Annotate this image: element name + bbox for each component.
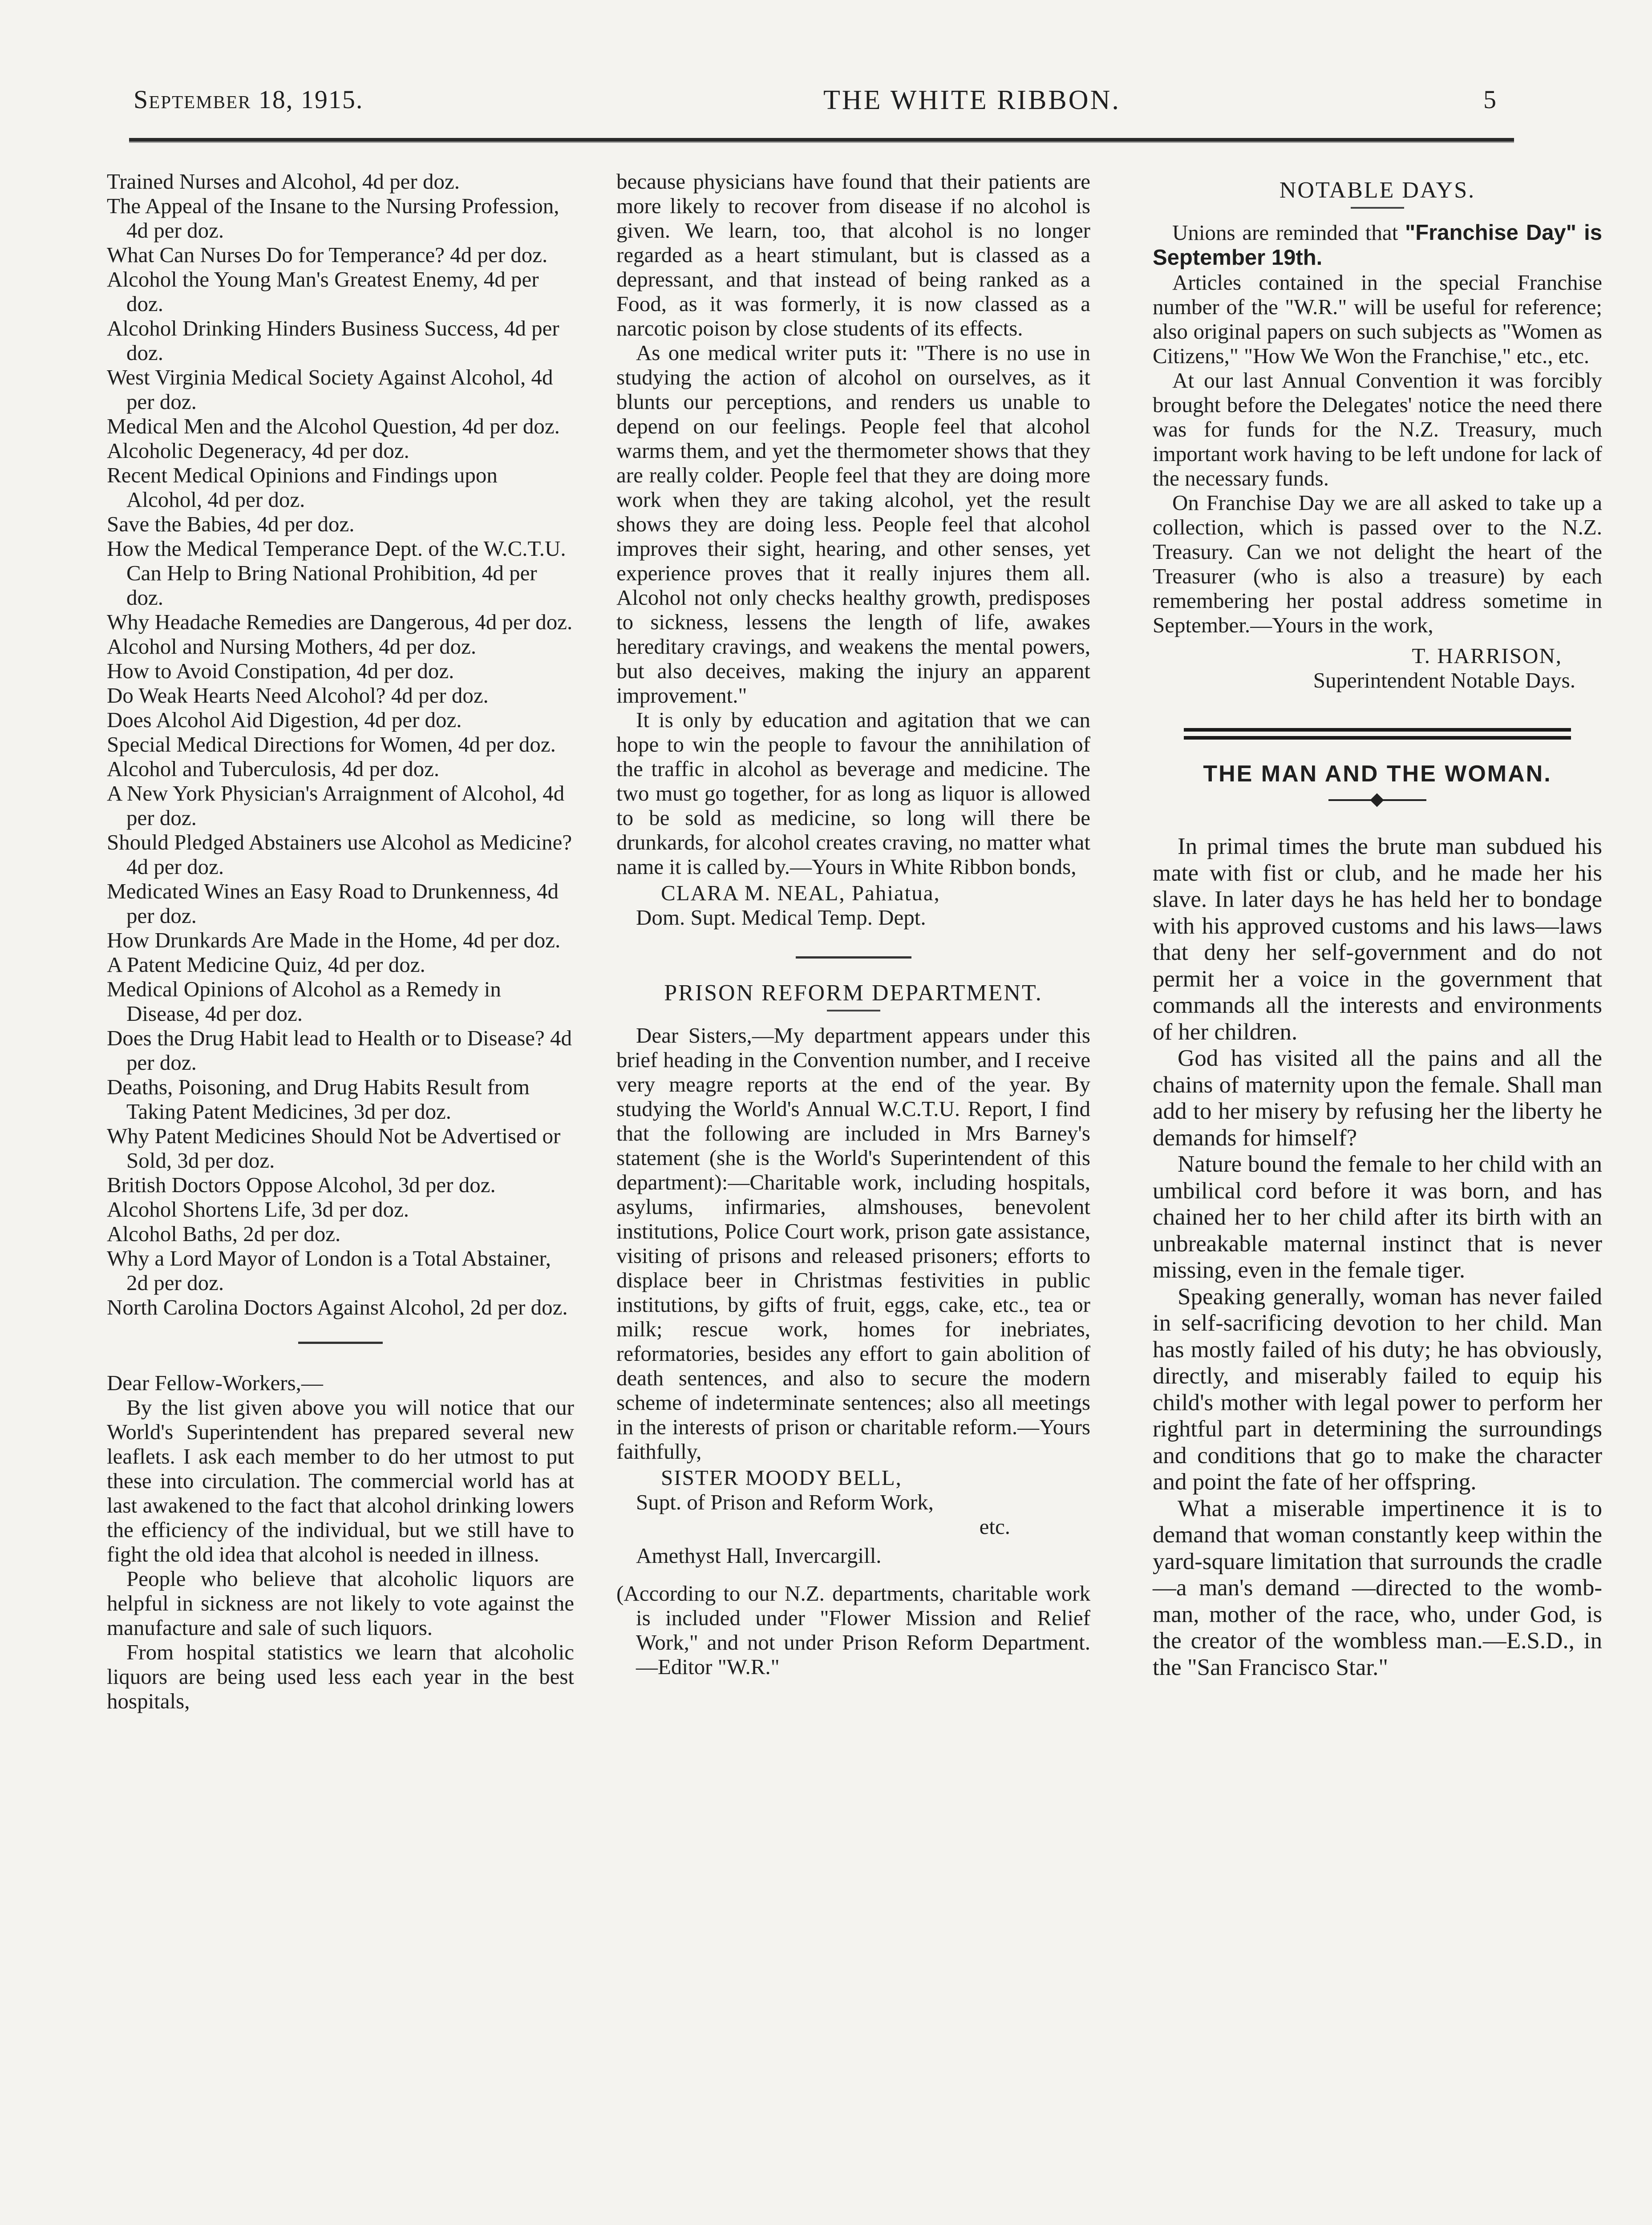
leaflet-item: How to Avoid Constipation, 4d per doz. xyxy=(107,659,454,683)
leaflet-item: The Appeal of the Insane to the Nursing Profession, 4d per doz. xyxy=(107,194,559,243)
prison-reform-heading: PRISON REFORM DEPARTMENT. xyxy=(664,980,1043,1006)
prison-reform-paragraph: Dear Sisters,—My department appears under this brief heading in the Convention number, and I receive very meagre reports at the end of the year. By studying the World's Annual W.C.T.U. Report, I find that the following are included in Mrs Barney's statement (she is the World's Superintendent of this department):—Charitable work, including hospitals, asylums, infirmaries, almshouses, benevolent institutions, Police Court work, prison gate assistance, visiting of prisons and released prisoners; efforts to displace beer in Christmas festivities in public institutions, by gifts of fruit, eggs, cake, etc., tea or milk; rescue work, homes for inebriates, reformatories, besides any effort to gain abolition of death sentences, and also to secure the modern scheme of indeterminate sentences; also all meetings in the interests of prison or charitable reform.—Yours faithfully, xyxy=(616,1023,1090,1464)
article-paragraph: In primal times the brute man subdued his mate with fist or club, and he made her his slave. In later days he has held her to bondage with his approved customs and his laws—laws that deny her self-government and do not permit her a voice in the government that commands all the interests and environments of her children. xyxy=(1153,833,1602,1045)
notable-days-paragraph: At our last Annual Convention it was forcibly brought before the Delegates' notice the need there was for funds for the N.Z. Treasury, much important work having to be left undone for lack of the necessary funds. xyxy=(1153,368,1602,490)
leaflet-item: Alcohol and Tuberculosis, 4d per doz. xyxy=(107,756,440,781)
diamond-icon xyxy=(1370,793,1384,807)
leaflet-item: Medical Opinions of Alcohol as a Remedy in Disease, 4d per doz. xyxy=(107,977,501,1026)
column-2 xyxy=(616,169,1090,1679)
signature-role: Supt. of Prison and Reform Work, xyxy=(636,1490,934,1514)
leaflet-item: Trained Nurses and Alcohol, 4d per doz. xyxy=(107,169,460,194)
notable-days-heading: NOTABLE DAYS. xyxy=(1279,178,1476,203)
leaflet-item: Alcohol the Young Man's Greatest Enemy, 4d per doz. xyxy=(107,267,539,316)
page-header xyxy=(129,85,1518,125)
notable-days-text: Unions are reminded that xyxy=(1172,220,1405,245)
signature-block xyxy=(616,1465,1090,1568)
leaflet-item: Alcoholic Degeneracy, 4d per doz. xyxy=(107,438,409,463)
leaflet-item: Deaths, Poisoning, and Drug Habits Result from Taking Patent Medicines, 3d per doz. xyxy=(107,1075,530,1124)
heading-dash xyxy=(1351,207,1404,209)
leaflet-item: Alcohol and Nursing Mothers, 4d per doz. xyxy=(107,634,477,659)
letter-paragraph: because physicians have found that their patients are more likely to recover from disease if no alcohol is given. We learn, too, that alcohol is no longer regarded as a heart stimulant, but is classed as a depressant, and that instead of being ranked as a Food, as it was formerly, it is now classed as a narcotic poison by close students of its effects. xyxy=(616,169,1090,340)
signature-block xyxy=(616,881,1090,930)
rule-line xyxy=(1184,736,1571,740)
leaflet-item: Does the Drug Habit lead to Health or to Disease? 4d per doz. xyxy=(107,1026,572,1075)
franchise-day-notice: "Franchise Day" is September 19th. xyxy=(1153,221,1602,270)
leaflet-item: A Patent Medicine Quiz, 4d per doz. xyxy=(107,952,425,977)
leaflet-item: Does Alcohol Aid Digestion, 4d per doz. xyxy=(107,708,462,732)
leaflet-item: How the Medical Temperance Dept. of the W.C.T.U. Can Help to Bring National Prohibition, 4d per doz. xyxy=(107,536,566,610)
leaflet-item: Medical Men and the Alcohol Question, 4d per doz. xyxy=(107,414,560,438)
letter-paragraph: By the list given above you will notice that our World's Superintendent has prepared several new leaflets. I ask each member to do her utmost to put these into circulation. The commercial world has at last awakened to the fact that alcohol drinking lowers the efficiency of the individual, but we still have to fight the old idea that alcohol is needed in illness. xyxy=(107,1395,574,1566)
letter-paragraph: From hospital statistics we learn that alcoholic liquors are being used less each year in the best hospitals, xyxy=(107,1640,574,1713)
article-paragraph: Speaking generally, woman has never failed in self-sacrificing devotion to her child. Man has mostly failed of his duty; he has obviously, directly, and miserably failed to equip his child's mother with legal power to perform her rightful part in determining the surroundings and conditions that go to make the character and point the fate of her offspring. xyxy=(1153,1283,1602,1495)
man-and-woman-heading: THE MAN AND THE WOMAN. xyxy=(1203,761,1552,787)
signature-name: SISTER MOODY BELL, xyxy=(661,1465,902,1490)
ornament-divider xyxy=(1328,793,1426,807)
article-paragraph: What a miserable impertinence it is to demand that woman constantly keep within the yard-square limitation that surrounds the cradle—a man's demand —directed to the womb-man, mother of the race, who, under God, is the creator of the wombless man.—E.S.D., in the "San Francisco Star." xyxy=(1153,1495,1602,1680)
leaflet-item: Should Pledged Abstainers use Alcohol as Medicine? 4d per doz. xyxy=(107,830,572,879)
leaflet-item: Alcohol Drinking Hinders Business Success, 4d per doz. xyxy=(107,316,559,365)
leaflet-item: North Carolina Doctors Against Alcohol, 2d per doz. xyxy=(107,1295,568,1319)
leaflet-item: Why Headache Remedies are Dangerous, 4d per doz. xyxy=(107,610,573,634)
leaflet-item: How Drunkards Are Made in the Home, 4d per doz. xyxy=(107,928,561,952)
leaflet-item: Special Medical Directions for Women, 4d per doz. xyxy=(107,732,556,756)
signature-etc: etc. xyxy=(979,1514,1010,1539)
article-paragraph: God has visited all the pains and all the chains of maternity upon the female. Shall man add to her misery by refusing her the liberty he demands for himself? xyxy=(1153,1045,1602,1151)
leaflet-item: A New York Physician's Arraignment of Alcohol, 4d per doz. xyxy=(107,781,565,830)
leaflet-item: Why Patent Medicines Should Not be Advertised or Sold, 3d per doz. xyxy=(107,1124,561,1173)
section-divider xyxy=(796,956,911,959)
letter-paragraph: It is only by education and agitation that we can hope to win the people to favour the annihilation of the traffic in alcohol as beverage and medicine. The two must go together, for as long as liquor is allowed to be sold as medicine, so long will there be drunkards, for alcohol creates craving, no matter what name it is called by.—Yours in White Ribbon bonds, xyxy=(616,708,1090,879)
leaflet-item: Recent Medical Opinions and Findings upon Alcohol, 4d per doz. xyxy=(107,463,498,512)
leaflet-item: Alcohol Shortens Life, 3d per doz. xyxy=(107,1197,409,1222)
heading-dash xyxy=(827,1010,880,1011)
signature-role: Dom. Supt. Medical Temp. Dept. xyxy=(636,905,926,930)
article-paragraph: Nature bound the female to her child with an umbilical cord before it was born, and has chained her to her child after its birth with an unbreakable maternal instinct that is never missing, even in the female tiger. xyxy=(1153,1151,1602,1283)
notable-days-paragraph: On Franchise Day we are all asked to take up a collection, which is passed over to the N.Z. Treasury. Can we not delight the heart of the Treasurer (who is also a treasure) by each remembering her postal address sometime in September.—Yours in the work, xyxy=(1153,490,1602,637)
leaflet-item: Alcohol Baths, 2d per doz. xyxy=(107,1222,341,1246)
leaflet-list xyxy=(107,169,574,1319)
signature-name: T. HARRISON, xyxy=(1412,643,1562,668)
page-number: 5 xyxy=(1483,85,1496,114)
leaflet-item: Why a Lord Mayor of London is a Total Abstainer, 2d per doz. xyxy=(107,1246,551,1295)
signature-address: Amethyst Hall, Invercargill. xyxy=(636,1543,882,1568)
letter-salutation: Dear Fellow-Workers,— xyxy=(107,1371,323,1395)
letter-paragraph: As one medical writer puts it: "There is no use in studying the action of alcohol on ourselves, as it blunts our perceptions, and renders us unable to depend on our feelings. People feel that alcohol warms them, and yet the thermometer shows that they are really colder. People feel that they are doing more work when they are taking alcohol, yet the result shows they are doing less. People feel that alcohol improves their sight, hearing, and other senses, yet experience proves that it really injures them all. Alcohol not only checks healthy growth, predisposes to sickness, lessens the length of life, awakes hereditary cravings, and weakens the mental powers, but also deceives, making the injury an apparent improvement." xyxy=(616,340,1090,708)
man-and-woman-article xyxy=(1153,833,1602,1681)
editor-note: (According to our N.Z. departments, charitable work is included under "Flower Mission and Relief Work," and not under Prison Reform Department.—Editor "W.R." xyxy=(616,1581,1090,1679)
leaflet-item: What Can Nurses Do for Temperance? 4d per doz. xyxy=(107,243,548,267)
rule-line xyxy=(1184,728,1571,732)
leaflet-item: British Doctors Oppose Alcohol, 3d per doz. xyxy=(107,1173,496,1197)
signature-name: CLARA M. NEAL, Pahiatua, xyxy=(661,881,940,905)
notable-days-paragraph: Articles contained in the special Franchise number of the "W.R." will be useful for reference; also original papers on such subjects as "Women as Citizens," "How We Won the Franchise," etc., etc. xyxy=(1153,270,1602,368)
letter-paragraph: People who believe that alcoholic liquors are helpful in sickness are not likely to vote against the manufacture and sale of such liquors. xyxy=(107,1566,574,1640)
leaflet-item: Medicated Wines an Easy Road to Drunkenness, 4d per doz. xyxy=(107,879,559,928)
signature-role: Superintendent Notable Days. xyxy=(1313,668,1575,692)
column-1 xyxy=(107,169,574,1713)
leaflet-item: Do Weak Hearts Need Alcohol? 4d per doz. xyxy=(107,683,489,708)
leaflet-item: Save the Babies, 4d per doz. xyxy=(107,512,355,536)
notable-days-paragraph xyxy=(1153,220,1602,270)
masthead-title: THE WHITE RIBBON. xyxy=(823,85,1121,115)
section-divider xyxy=(298,1342,383,1344)
leaflet-item: West Virginia Medical Society Against Alcohol, 4d per doz. xyxy=(107,365,553,414)
column-3 xyxy=(1153,169,1602,1681)
header-rule xyxy=(129,138,1514,143)
issue-date: September 18, 1915. xyxy=(134,85,364,114)
double-rule-divider xyxy=(1184,728,1571,740)
